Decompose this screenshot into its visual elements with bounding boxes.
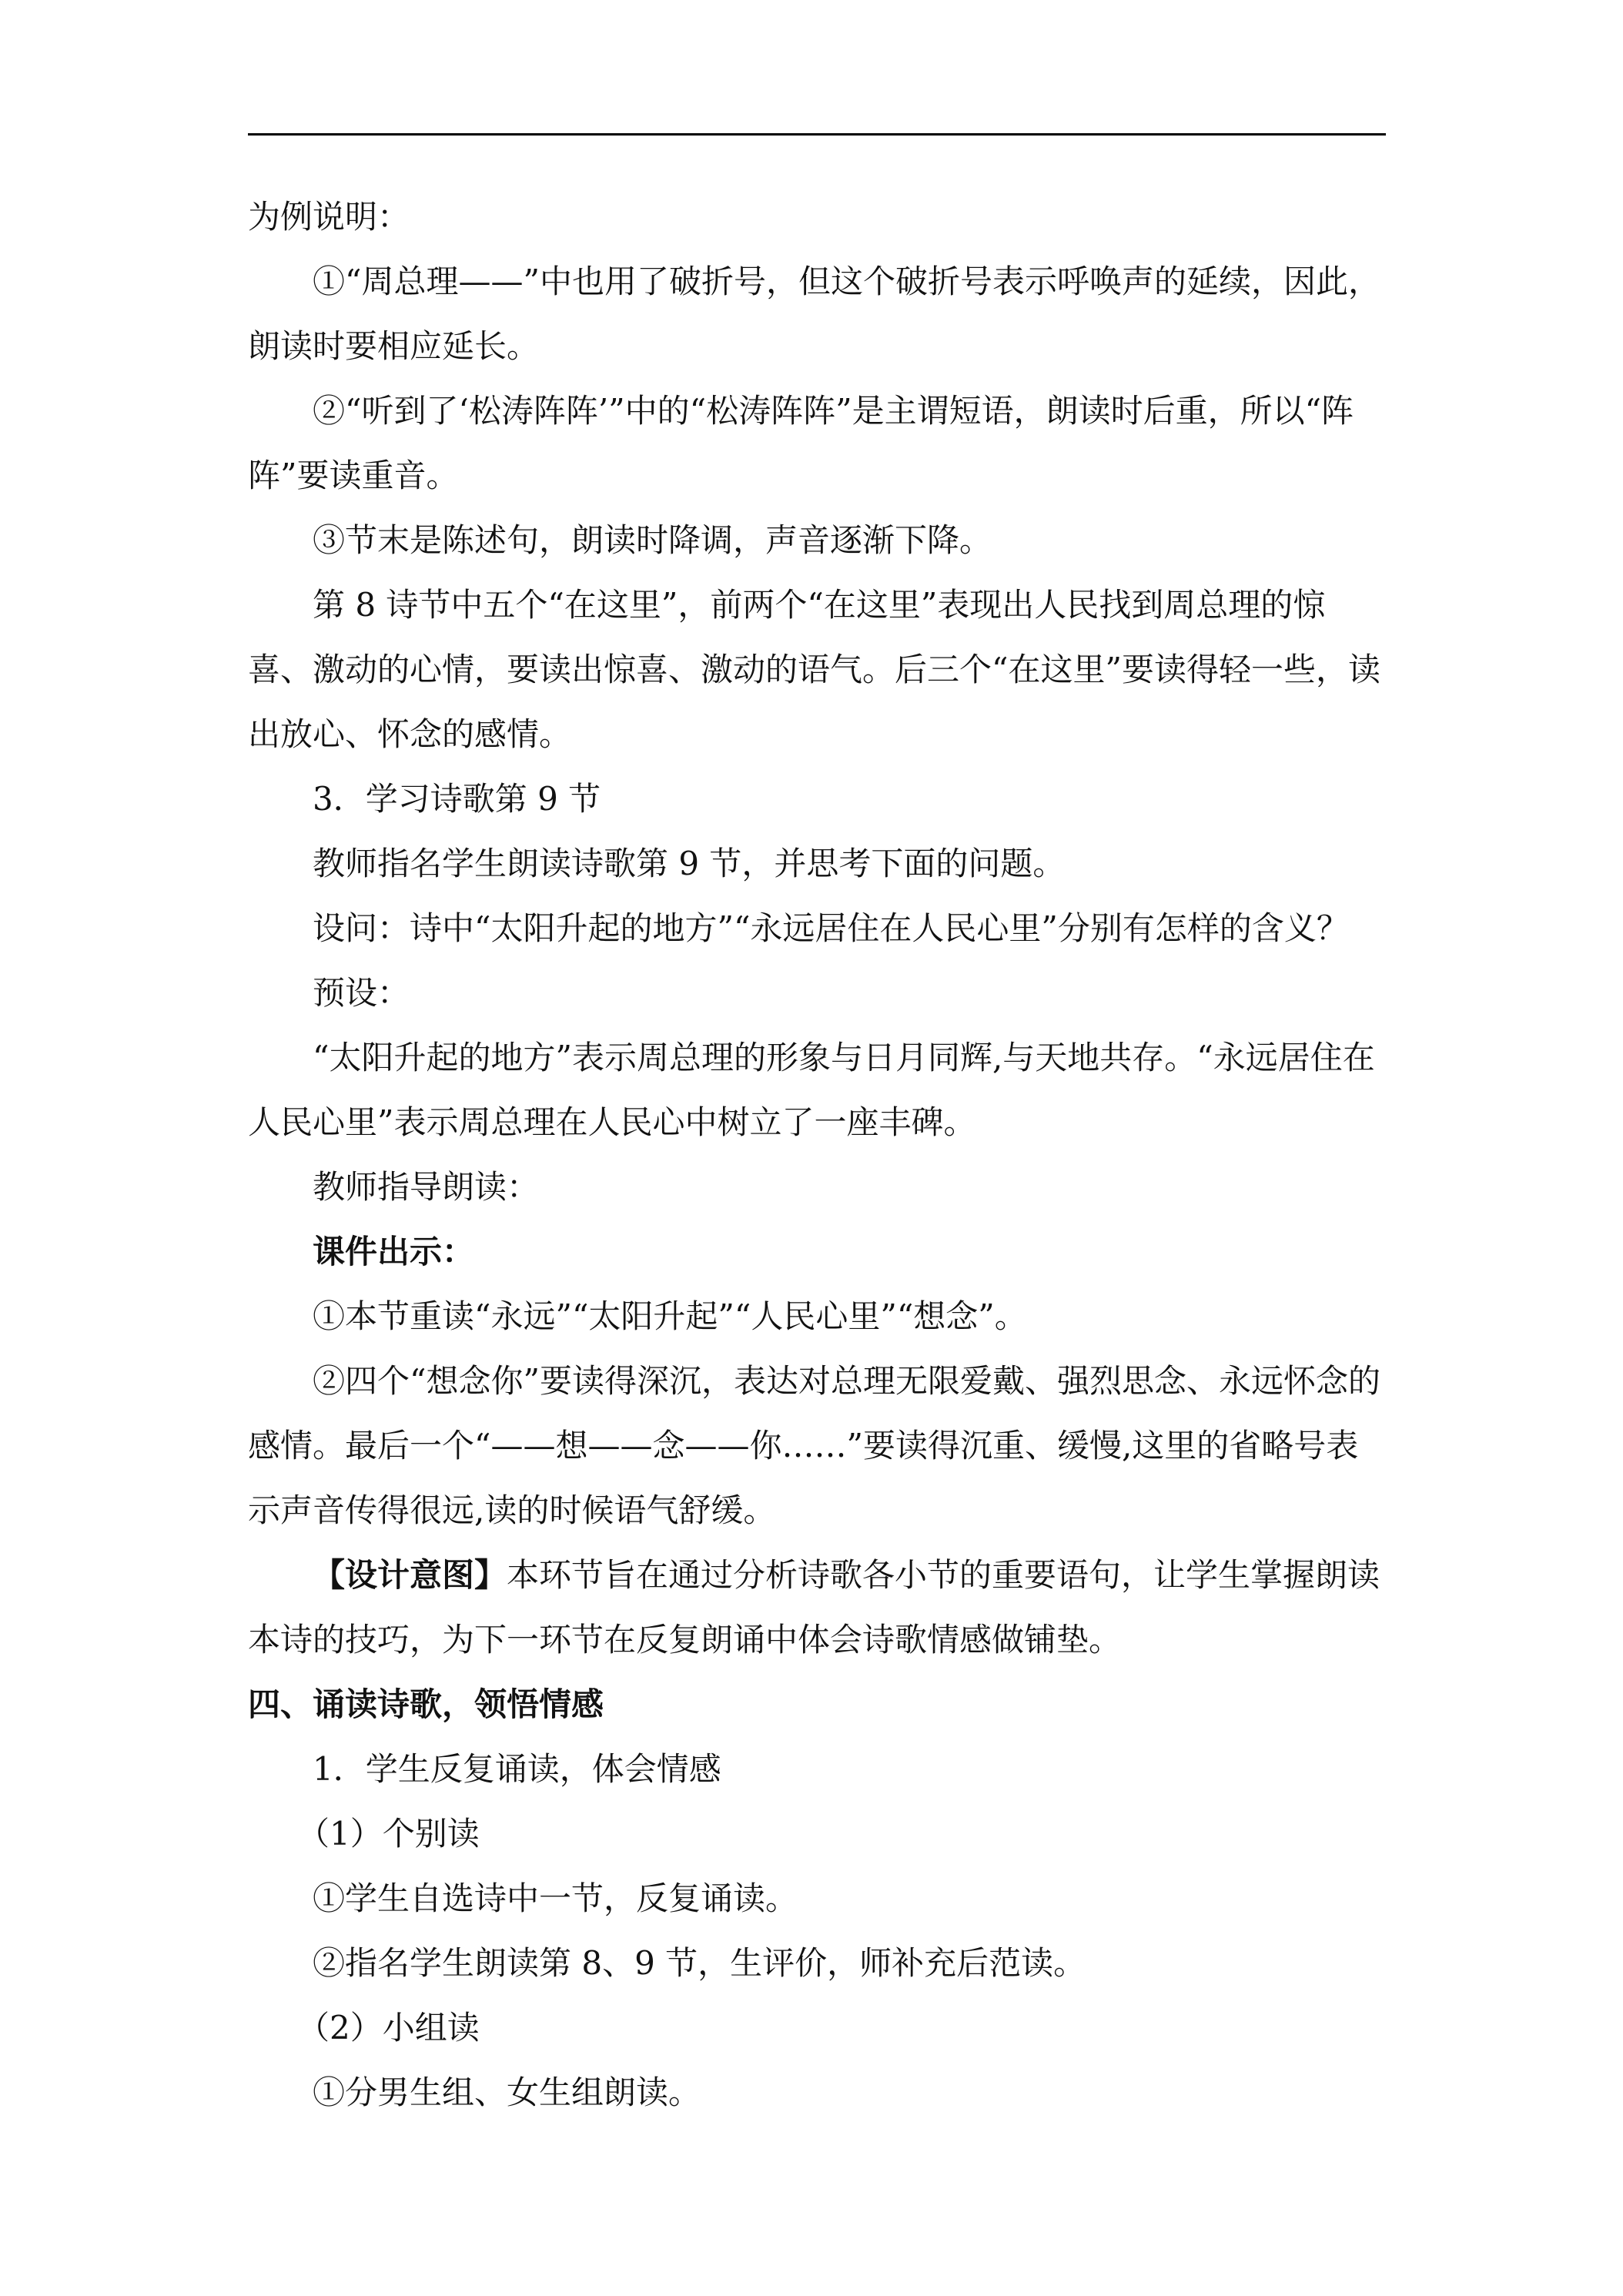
subsection-title: 3．学习诗歌第 9 节 [313, 780, 601, 818]
paragraph: 第 8 诗节中五个“在这里”，前两个“在这里”表现出人民找到周总理的惊喜、激动的心情，要读出惊喜、激动的语气。后三个“在这里”要读得轻一些，读出放心、怀念的感情。 [248, 586, 1380, 753]
paragraph: ①学生自选诗中一节，反复诵读。 [313, 1879, 798, 1917]
sub-item-title: （2）小组读 [297, 2009, 480, 2047]
paragraph: 教师指名学生朗读诗歌第 9 节，并思考下面的问题。 [313, 845, 1066, 882]
page-body [248, 185, 1386, 2125]
paragraph: “太阳升起的地方”表示周总理的形象与日月同辉,与天地共存。“永远居住在人民心里”表示周总理在人民心中树立了一座丰碑。 [248, 1039, 1375, 1141]
paragraph: ①“周总理——”中也用了破折号，但这个破折号表示呼唤声的延续，因此，朗读时要相应延长。 [248, 263, 1380, 365]
paragraph: ①本节重读“永远”“太阳升起”“人民心里”“想念”。 [313, 1297, 1027, 1335]
paragraph: ③节末是陈述句，朗读时降调，声音逐渐下降。 [313, 521, 992, 559]
paragraph: 预设： [313, 974, 410, 1012]
paragraph: ②“听到了‘松涛阵阵’”中的“松涛阵阵”是主谓短语，朗读时后重，所以“阵阵”要读重音。 [248, 392, 1354, 494]
paragraph: ②四个“想念你”要读得深沉，表达对总理无限爱戴、强烈思念、永远怀念的感情。最后一个“——想——念——你……”要读得沉重、缓慢,这里的省略号表示声音传得很远,读的时候语气舒缓。 [248, 1362, 1380, 1529]
sub-item-title: （1）个别读 [297, 1815, 480, 1853]
courseware-label: 课件出示： [313, 1233, 475, 1270]
header-rule [248, 133, 1386, 136]
design-intent-label: 【设计意图】 [313, 1556, 507, 1594]
subsection-title: 1．学生反复诵读，体会情感 [313, 1750, 721, 1788]
design-intent-text: 本环节旨在通过分析诗歌各小节的重要语句，让学生掌握朗读本诗的技巧，为下一环节在反复朗诵中体会诗歌情感做铺垫。 [248, 1556, 1380, 1658]
paragraph: 为例说明： [248, 198, 410, 236]
paragraph: ①分男生组、女生组朗读。 [313, 2073, 701, 2111]
section-heading: 四、诵读诗歌，领悟情感 [248, 1685, 604, 1723]
paragraph: 教师指导朗读： [313, 1168, 540, 1206]
paragraph: ②指名学生朗读第 8、9 节，生评价，师补充后范读。 [313, 1944, 1086, 1982]
paragraph: 设问：诗中“太阳升起的地方”“永远居住在人民心里”分别有怎样的含义？ [313, 909, 1349, 947]
design-intent-paragraph [248, 1543, 1386, 1672]
